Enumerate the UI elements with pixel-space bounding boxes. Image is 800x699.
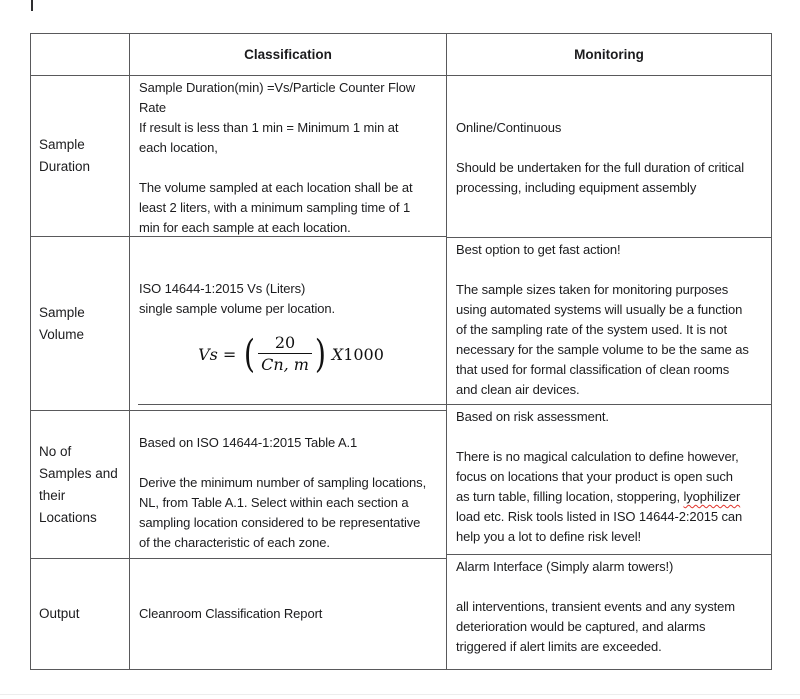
text-line: Derive the minimum number of sampling locations, <box>139 475 427 490</box>
text-line: help you a lot to define risk level! <box>456 529 642 544</box>
monitoring-header <box>447 34 771 76</box>
text-line: NL, from Table A.1. Select within each section a <box>139 495 409 510</box>
formula-right-paren: ) <box>314 331 326 376</box>
page-bottom-rule <box>0 694 800 695</box>
text-line: Online/Continuous <box>456 120 562 135</box>
stray-border-segment <box>138 404 448 405</box>
text-line <box>456 98 768 118</box>
cell-sample-duration-monitoring <box>447 76 771 238</box>
text-line: The volume sampled at each location shall be at <box>139 180 413 195</box>
text-line: triggered if alert limits are exceeded. <box>456 639 662 654</box>
text-line <box>456 577 768 597</box>
cell-no-of-samples-classification <box>130 411 446 559</box>
formula-denominator: Cn, m <box>258 353 312 375</box>
text-line: single sample volume per location. <box>139 301 336 316</box>
text-line-with-spellcheck <box>456 487 768 507</box>
text-line: all interventions, transient events and any system <box>456 599 735 614</box>
text-line: deterioration would be captured, and alarms <box>456 619 706 634</box>
text-cursor <box>31 0 33 11</box>
text-line: each location, <box>139 140 218 155</box>
row-label-sample-duration: Sample Duration <box>31 76 129 237</box>
formula-left-paren: ( <box>244 331 256 376</box>
formula-multiplier: X <box>331 344 344 364</box>
text-line <box>139 453 443 473</box>
formula-numerator: 20 <box>274 333 296 352</box>
cell-sample-volume-classification <box>130 237 446 411</box>
text-line: and clean air devices. <box>456 382 580 397</box>
text-line: The sample sizes taken for monitoring purposes <box>456 282 729 297</box>
text-line <box>139 259 443 279</box>
text-line: sampling location considered to be representative <box>139 515 421 530</box>
text-line: necessary for the sample volume to be the same as <box>456 342 749 357</box>
text-line: least 2 liters, with a minimum sampling time of 1 <box>139 200 411 215</box>
classification-header-label: Classification <box>244 47 332 62</box>
text-line: Sample Duration(min) =Vs/Particle Counter Flow <box>139 80 416 95</box>
text-line <box>456 138 768 158</box>
cell-output-monitoring <box>447 555 771 669</box>
text-line: focus on locations that your product is open such <box>456 469 733 484</box>
cell-output-classification <box>130 559 446 669</box>
classification-header <box>130 34 446 76</box>
formula-fraction <box>258 333 312 375</box>
text-line: of the characteristic of each zone. <box>139 535 330 550</box>
formula-factor: 1000 <box>343 344 384 364</box>
cell-sample-volume-monitoring <box>447 238 771 405</box>
text-line: processing, including equipment assembly <box>456 180 697 195</box>
text-line: Rate <box>139 100 167 115</box>
text-line: Cleanroom Classification Report <box>139 606 323 621</box>
classification-column <box>130 34 447 669</box>
cell-no-of-samples-monitoring <box>447 405 771 555</box>
text-line: that used for formal classification of clean rooms <box>456 362 730 377</box>
text-line: load etc. Risk tools listed in ISO 14644-2:2015 can <box>456 509 743 524</box>
text-line: Based on ISO 14644-1:2015 Table A.1 <box>139 435 358 450</box>
text-line <box>456 260 768 280</box>
text-line <box>456 427 768 447</box>
text-line <box>456 78 768 98</box>
monitoring-header-label: Monitoring <box>574 47 644 62</box>
text-line: Alarm Interface (Simply alarm towers!) <box>456 559 674 574</box>
text-line: Best option to get fast action! <box>456 242 621 257</box>
formula-equals: = <box>222 344 237 364</box>
cell-sample-duration-classification <box>130 76 446 237</box>
text-line: Based on risk assessment. <box>456 409 609 424</box>
row-label-no-of-samples: No of Samples and their Locations <box>31 411 129 559</box>
text-line <box>139 413 443 433</box>
text-line: min for each sample at each location. <box>139 220 351 235</box>
text-line: of the sampling rate of the system used. It is not <box>456 322 728 337</box>
row-label-column <box>31 34 130 669</box>
text-line <box>139 239 443 259</box>
text-segment: as turn table, filling location, stoppering, <box>456 489 684 504</box>
text-line: using automated systems will usually be a function <box>456 302 743 317</box>
text-line: Should be undertaken for the full duration of critical <box>456 160 745 175</box>
misspelled-word: lyophilizer <box>683 489 741 504</box>
text-line: ISO 14644-1:2015 Vs (Liters) <box>139 281 306 296</box>
row-label-output: Output <box>39 606 80 621</box>
text-line: If result is less than 1 min = Minimum 1 min at <box>139 120 399 135</box>
comparison-table <box>30 33 772 670</box>
text-line <box>139 158 443 178</box>
corner-header-cell <box>31 34 129 76</box>
sample-volume-formula <box>139 333 443 375</box>
text-line: There is no magical calculation to define however, <box>456 449 739 464</box>
formula-lhs: Vs <box>198 344 218 364</box>
monitoring-column <box>447 34 771 669</box>
row-label-sample-volume: Sample Volume <box>31 237 129 411</box>
